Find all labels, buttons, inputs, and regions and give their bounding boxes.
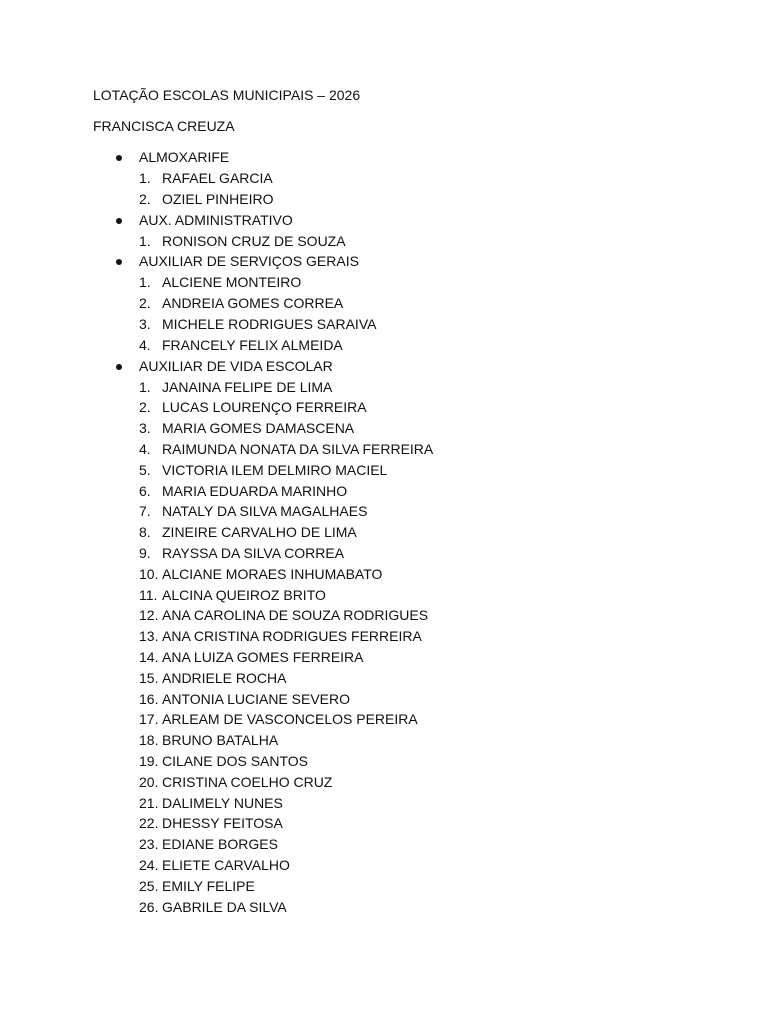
- staff-name: DHESSY FEITOSA: [162, 815, 283, 832]
- list-item: [93, 335, 728, 356]
- list-item: [93, 647, 728, 668]
- staff-name: ARLEAM DE VASCONCELOS PEREIRA: [162, 711, 418, 728]
- list-item: [93, 709, 728, 730]
- document-title: LOTAÇÃO ESCOLAS MUNICIPAIS – 2026: [93, 87, 361, 103]
- staff-name: OZIEL PINHEIRO: [162, 190, 274, 207]
- staff-name: NATALY DA SILVA MAGALHAES: [162, 503, 368, 520]
- list-item: [93, 730, 728, 751]
- list-item: [93, 793, 728, 814]
- staff-name: ANA CRISTINA RODRIGUES FERREIRA: [162, 628, 422, 645]
- staff-name: RAIMUNDA NONATA DA SILVA FERREIRA: [162, 440, 434, 457]
- list-item-number: 6.: [139, 482, 151, 499]
- staff-name: ANDRIELE ROCHA: [162, 669, 287, 686]
- list-item: [93, 751, 728, 772]
- list-item: [93, 189, 728, 210]
- list-item: [93, 397, 728, 418]
- list-item-number: 25.: [139, 877, 159, 894]
- staff-name: ANTONIA LUCIANE SEVERO: [162, 690, 351, 707]
- list-item-number: 19.: [139, 752, 159, 769]
- role-heading: [93, 356, 728, 377]
- list-item-number: 9.: [139, 544, 151, 561]
- list-item-number: 24.: [139, 856, 159, 873]
- list-item: [93, 668, 728, 689]
- bullet-icon: [116, 218, 122, 224]
- list-item: [93, 626, 728, 647]
- staff-name: CRISTINA COELHO CRUZ: [162, 773, 333, 790]
- list-item: [93, 314, 728, 335]
- list-item: [93, 585, 728, 606]
- school-name: FRANCISCA CREUZA: [93, 118, 235, 134]
- role-heading: [93, 251, 728, 272]
- staff-name: CILANE DOS SANTOS: [162, 752, 309, 769]
- staff-name: RAYSSA DA SILVA CORREA: [162, 544, 345, 561]
- list-item: [93, 168, 728, 189]
- staff-name: DALIMELY NUNES: [162, 794, 283, 811]
- staff-name: VICTORIA ILEM DELMIRO MACIEL: [162, 461, 388, 478]
- staff-sections: [93, 147, 728, 917]
- staff-name: FRANCELY FELIX ALMEIDA: [162, 336, 343, 353]
- list-item: [93, 377, 728, 398]
- list-item: [93, 231, 728, 252]
- list-item: [93, 272, 728, 293]
- list-item-number: 2.: [139, 295, 151, 312]
- list-item: [93, 481, 728, 502]
- list-item-number: 26.: [139, 898, 159, 915]
- list-item-number: 3.: [139, 315, 151, 332]
- staff-name: RAFAEL GARCIA: [162, 170, 273, 186]
- list-item: [93, 605, 728, 626]
- staff-name: EDIANE BORGES: [162, 836, 278, 853]
- staff-name: ANA CAROLINA DE SOUZA RODRIGUES: [162, 607, 429, 624]
- list-item: [93, 418, 728, 439]
- list-item-number: 4.: [139, 336, 151, 353]
- role-heading: [93, 147, 728, 168]
- bullet-icon: [116, 364, 122, 370]
- document-page: [93, 85, 728, 917]
- list-item-number: 1.: [139, 274, 151, 291]
- staff-name: ALCIANE MORAES INHUMABATO: [162, 565, 383, 582]
- list-item: [93, 522, 728, 543]
- list-item: [93, 897, 728, 918]
- staff-name: LUCAS LOURENÇO FERREIRA: [162, 399, 367, 416]
- list-item: [93, 834, 728, 855]
- list-item: [93, 689, 728, 710]
- list-item-number: 1.: [139, 232, 151, 249]
- list-item-number: 3.: [139, 420, 151, 437]
- list-item: [93, 293, 728, 314]
- list-item-number: 23.: [139, 836, 159, 853]
- list-item-number: 15.: [139, 669, 159, 686]
- list-item-number: 14.: [139, 648, 159, 665]
- bullet-icon: [116, 155, 122, 161]
- staff-name: ZINEIRE CARVALHO DE LIMA: [162, 524, 357, 541]
- list-item-number: 1.: [139, 170, 151, 186]
- list-item-number: 13.: [139, 628, 159, 645]
- staff-name: RONISON CRUZ DE SOUZA: [162, 232, 346, 249]
- list-item: [93, 772, 728, 793]
- list-item-number: 21.: [139, 794, 159, 811]
- list-item-number: 1.: [139, 378, 151, 395]
- staff-name: MARIA GOMES DAMASCENA: [162, 420, 355, 437]
- staff-name: MARIA EDUARDA MARINHO: [162, 482, 348, 499]
- role-label: AUXILIAR DE SERVIÇOS GERAIS: [139, 253, 359, 270]
- list-item-number: 2.: [139, 399, 151, 416]
- role-heading: [93, 210, 728, 231]
- list-item-number: 7.: [139, 503, 151, 520]
- staff-name: ANDREIA GOMES CORREA: [162, 295, 344, 312]
- list-item-number: 12.: [139, 607, 159, 624]
- list-item-number: 22.: [139, 815, 159, 832]
- staff-name: ALCINA QUEIROZ BRITO: [162, 586, 326, 603]
- list-item: [93, 876, 728, 897]
- list-item: [93, 460, 728, 481]
- list-item-number: 8.: [139, 524, 151, 541]
- list-item: [93, 439, 728, 460]
- list-item-number: 16.: [139, 690, 159, 707]
- list-item: [93, 813, 728, 834]
- staff-name: JANAINA FELIPE DE LIMA: [162, 378, 333, 395]
- staff-name: EMILY FELIPE: [162, 877, 255, 894]
- staff-name: ALCIENE MONTEIRO: [162, 274, 302, 291]
- list-item-number: 4.: [139, 440, 151, 457]
- list-item-number: 18.: [139, 732, 159, 749]
- role-label: AUXILIAR DE VIDA ESCOLAR: [139, 357, 333, 374]
- list-item-number: 10.: [139, 565, 159, 582]
- role-label: ALMOXARIFE: [139, 149, 230, 165]
- role-label: AUX. ADMINISTRATIVO: [139, 211, 293, 228]
- staff-name: ELIETE CARVALHO: [162, 856, 290, 873]
- staff-name: ANA LUIZA GOMES FERREIRA: [162, 648, 364, 665]
- list-item: [93, 564, 728, 585]
- list-item-number: 11.: [139, 586, 158, 603]
- list-item: [93, 543, 728, 564]
- list-item: [93, 855, 728, 876]
- list-item-number: 5.: [139, 461, 151, 478]
- staff-name: MICHELE RODRIGUES SARAIVA: [162, 315, 377, 332]
- staff-name: GABRILE DA SILVA: [162, 898, 287, 915]
- staff-name: BRUNO BATALHA: [162, 732, 279, 749]
- list-item-number: 17.: [139, 711, 159, 728]
- list-item-number: 2.: [139, 190, 151, 207]
- bullet-icon: [116, 259, 122, 265]
- list-item: [93, 501, 728, 522]
- list-item-number: 20.: [139, 773, 159, 790]
